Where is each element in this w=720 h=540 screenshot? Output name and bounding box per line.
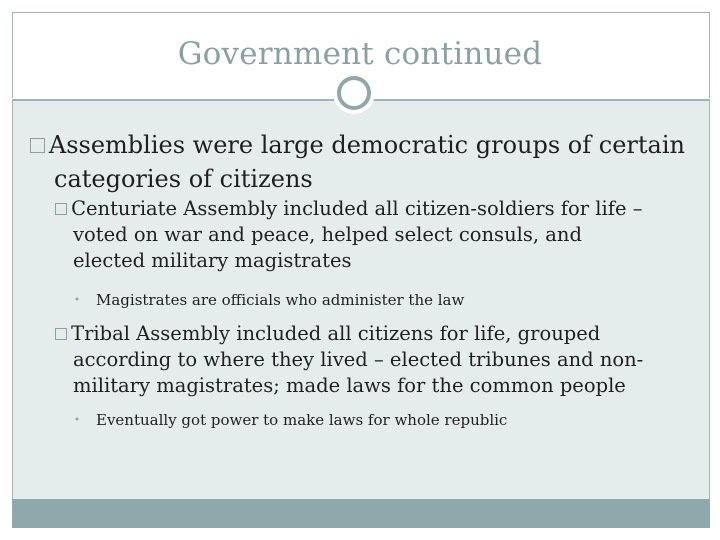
bullet-text-line3: elected military magistrates xyxy=(73,249,352,272)
bullet-text-line1: Centuriate Assembly included all citizen-soldiers for life – xyxy=(71,197,643,220)
square-bullet-icon xyxy=(55,203,67,215)
square-bullet-icon xyxy=(30,138,45,153)
sub-bullet-text: Magistrates are officials who administer the law xyxy=(96,291,465,309)
bullet-text-line1: Tribal Assembly included all citizens for life, grouped xyxy=(71,322,601,345)
bullet-text-line3: military magistrates; made laws for the common people xyxy=(73,374,626,397)
bullet-text-line2: according to where they lived – elected tribunes and non- xyxy=(73,348,644,371)
bullet-text-line1: Assemblies were large democratic groups of certain xyxy=(48,131,685,159)
bullet-level1-assemblies xyxy=(30,128,702,196)
footer-bar xyxy=(12,499,710,528)
bullet-level2-tribal xyxy=(55,321,700,399)
bullet-level2-centuriate xyxy=(55,196,700,274)
dot-bullet-icon: • xyxy=(74,295,80,306)
bullet-level3-magistrates xyxy=(74,290,694,311)
sub-bullet-text: Eventually got power to make laws for whole republic xyxy=(96,411,508,429)
bullet-text-line2: voted on war and peace, helped select consuls, and xyxy=(73,223,582,246)
slide-title: Government continued xyxy=(177,36,543,72)
bullet-level3-eventually xyxy=(74,410,694,431)
bullet-text-line2: categories of citizens xyxy=(54,165,313,193)
square-bullet-icon xyxy=(55,328,67,340)
circle-ornament-icon xyxy=(337,76,371,110)
dot-bullet-icon: • xyxy=(74,415,80,426)
